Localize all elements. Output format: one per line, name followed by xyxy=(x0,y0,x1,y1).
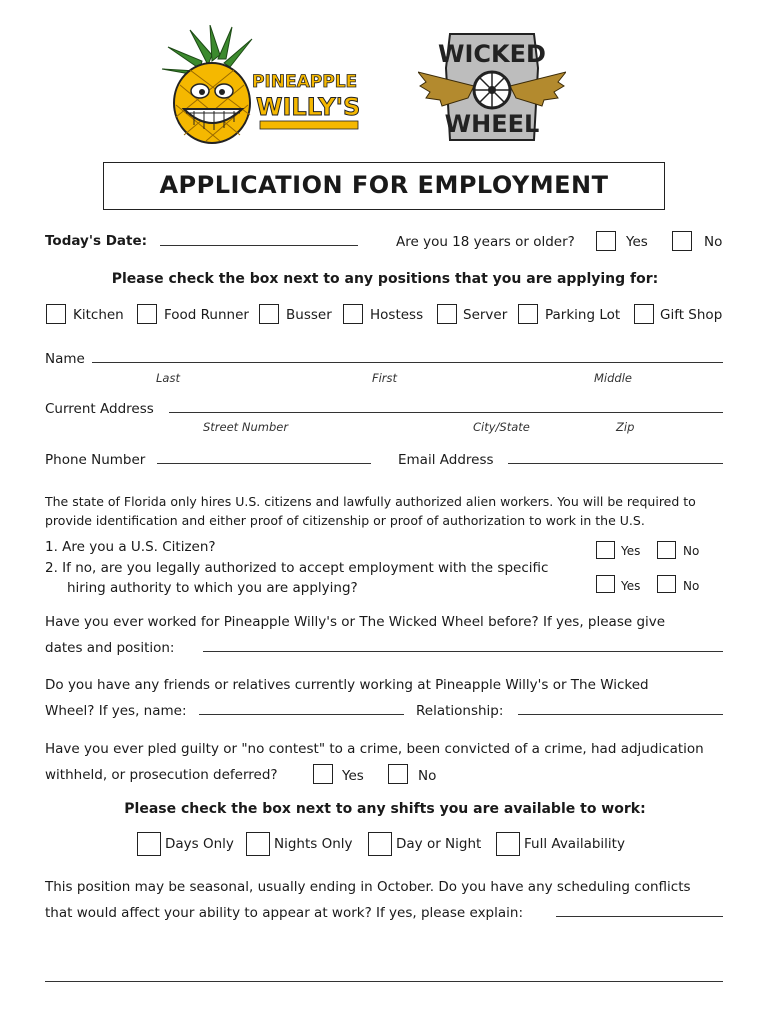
relatives-line2: Wheel? If yes, name: xyxy=(45,703,187,719)
citizen-yes-label: Yes xyxy=(621,544,641,558)
address-field[interactable] xyxy=(169,412,723,413)
pineapple-willys-logo xyxy=(160,25,370,145)
name-first-caption: First xyxy=(372,371,398,385)
citizenship-notice-line1: The state of Florida only hires U.S. citizens and lawfully authorized alien workers. You will be required to xyxy=(45,494,696,509)
citizen-no-label: No xyxy=(683,544,700,558)
shift-days-only-checkbox[interactable] xyxy=(137,832,161,856)
position-hostess-label: Hostess xyxy=(370,307,424,323)
date-field[interactable] xyxy=(160,245,358,246)
position-hostess-checkbox[interactable] xyxy=(343,304,363,324)
phone-field[interactable] xyxy=(157,463,371,464)
relatives-line1: Do you have any friends or relatives currently working at Pineapple Willy's or The Wicked xyxy=(45,677,649,693)
position-kitchen-label: Kitchen xyxy=(73,307,124,323)
authorized-question-line1: 2. If no, are you legally authorized to accept employment with the specific xyxy=(45,560,549,576)
position-server-label: Server xyxy=(463,307,508,323)
wicked-logo-line1: WICKED xyxy=(438,40,546,68)
relationship-field[interactable] xyxy=(518,714,723,715)
seasonal-question-line1: This position may be seasonal, usually ending in October. Do you have any scheduling conflicts xyxy=(45,879,691,895)
shift-day-or-night-label: Day or Night xyxy=(396,836,482,852)
shifts-heading: Please check the box next to any shifts you are available to work: xyxy=(124,801,646,817)
authorized-question-line2: hiring authority to which you are applying? xyxy=(67,580,358,596)
shift-nights-only-checkbox[interactable] xyxy=(246,832,270,856)
age-no-checkbox[interactable] xyxy=(672,231,692,251)
address-city-caption: City/State xyxy=(473,420,530,434)
citizen-no-checkbox[interactable] xyxy=(657,541,676,559)
relative-name-field[interactable] xyxy=(199,714,404,715)
position-busser-checkbox[interactable] xyxy=(259,304,279,324)
crime-no-checkbox[interactable] xyxy=(388,764,408,784)
age-question: Are you 18 years or older? xyxy=(396,234,575,250)
authorized-yes-label: Yes xyxy=(621,579,641,593)
shift-full-availability-checkbox[interactable] xyxy=(496,832,520,856)
name-last-caption: Last xyxy=(156,371,180,385)
address-zip-caption: Zip xyxy=(616,420,635,434)
name-field[interactable] xyxy=(92,362,723,363)
name-label: Name xyxy=(45,351,85,367)
age-yes-checkbox[interactable] xyxy=(596,231,616,251)
position-parking-lot-checkbox[interactable] xyxy=(518,304,538,324)
crime-no-label: No xyxy=(418,768,437,784)
address-street-caption: Street Number xyxy=(203,420,289,434)
name-middle-caption: Middle xyxy=(594,371,632,385)
age-yes-label: Yes xyxy=(626,234,648,250)
shift-full-availability-label: Full Availability xyxy=(524,836,625,852)
age-no-label: No xyxy=(704,234,723,250)
date-label: Today's Date: xyxy=(45,233,148,249)
position-parking-lot-label: Parking Lot xyxy=(545,307,621,323)
seasonal-question-line2: that would affect your ability to appear at work? If yes, please explain: xyxy=(45,905,524,921)
position-server-checkbox[interactable] xyxy=(437,304,457,324)
position-food-runner-label: Food Runner xyxy=(164,307,249,323)
seasonal-explain-field[interactable] xyxy=(556,916,723,917)
position-busser-label: Busser xyxy=(286,307,332,323)
crime-question-line2: withheld, or prosecution deferred? xyxy=(45,767,278,783)
citizen-yes-checkbox[interactable] xyxy=(596,541,615,559)
crime-yes-label: Yes xyxy=(342,768,364,784)
positions-heading: Please check the box next to any positions that you are applying for: xyxy=(111,271,659,287)
phone-label: Phone Number xyxy=(45,452,146,468)
wicked-logo-line2: WHEEL xyxy=(444,110,540,138)
pineapple-logo-line2: WILLY'S xyxy=(256,93,361,121)
position-gift-shop-label: Gift Shop xyxy=(660,307,723,323)
email-label: Email Address xyxy=(398,452,494,468)
wicked-wheel-logo xyxy=(418,28,566,146)
position-kitchen-checkbox[interactable] xyxy=(46,304,66,324)
crime-question-line1: Have you ever pled guilty or "no contest" to a crime, been convicted of a crime, had adjudication xyxy=(45,741,704,757)
authorized-no-label: No xyxy=(683,579,700,593)
position-food-runner-checkbox[interactable] xyxy=(137,304,157,324)
shift-nights-only-label: Nights Only xyxy=(274,836,353,852)
relationship-label: Relationship: xyxy=(416,703,504,719)
citizen-question: 1. Are you a U.S. Citizen? xyxy=(45,539,216,555)
previous-employment-line2: dates and position: xyxy=(45,640,175,656)
shift-day-or-night-checkbox[interactable] xyxy=(368,832,392,856)
seasonal-explain-field-2[interactable] xyxy=(45,981,723,982)
shift-days-only-label: Days Only xyxy=(165,836,234,852)
previous-employment-field[interactable] xyxy=(203,651,723,652)
position-gift-shop-checkbox[interactable] xyxy=(634,304,654,324)
previous-employment-line1: Have you ever worked for Pineapple Willy's or The Wicked Wheel before? If yes, please give xyxy=(45,614,666,630)
authorized-yes-checkbox[interactable] xyxy=(596,575,615,593)
email-field[interactable] xyxy=(508,463,723,464)
authorized-no-checkbox[interactable] xyxy=(657,575,676,593)
page-title: APPLICATION FOR EMPLOYMENT xyxy=(159,171,609,199)
citizenship-notice-line2: provide identification and either proof of citizenship or proof of authorization to work in the U.S. xyxy=(45,513,645,528)
pineapple-logo-line1: PINEAPPLE xyxy=(252,72,358,92)
crime-yes-checkbox[interactable] xyxy=(313,764,333,784)
title-box xyxy=(103,162,665,210)
address-label: Current Address xyxy=(45,401,154,417)
